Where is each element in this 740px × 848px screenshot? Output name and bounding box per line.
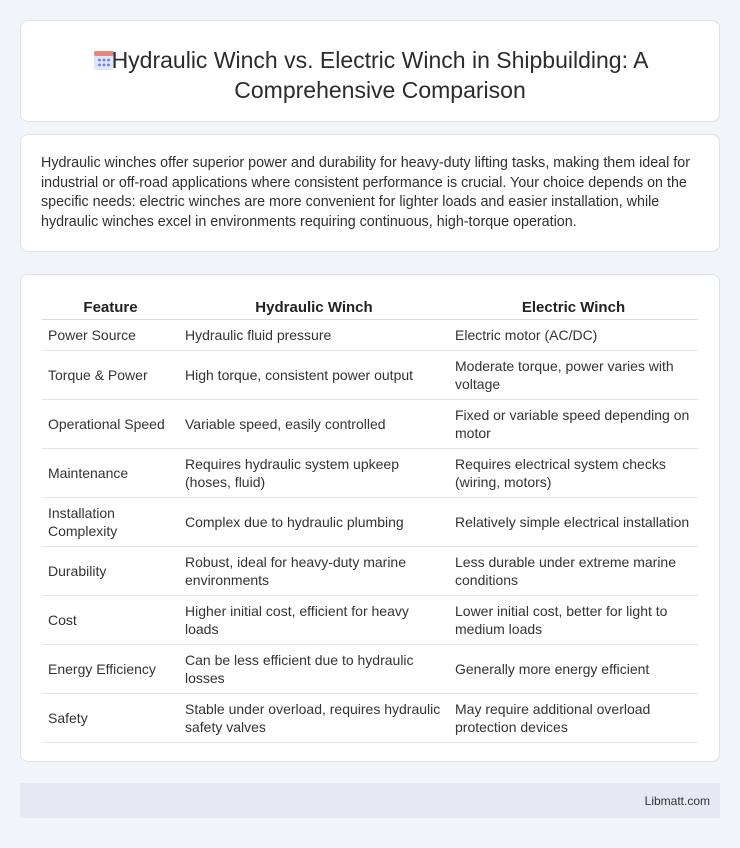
footer-brand-link[interactable]: Libmatt.com: [644, 794, 710, 808]
electric-cell: Requires electrical system checks (wiring, motors): [449, 448, 698, 497]
electric-cell: Moderate torque, power varies with voltage: [449, 350, 698, 399]
feature-cell: Installation Complexity: [42, 497, 179, 546]
electric-cell: May require additional overload protection devices: [449, 693, 698, 742]
comparison-table: [42, 295, 698, 743]
electric-cell: Less durable under extreme marine conditions: [449, 546, 698, 595]
electric-cell: Relatively simple electrical installation: [449, 497, 698, 546]
table-header-row: [42, 295, 698, 319]
hydraulic-cell: Hydraulic fluid pressure: [179, 319, 449, 350]
electric-cell: Generally more energy efficient: [449, 644, 698, 693]
feature-cell: Operational Speed: [42, 399, 179, 448]
feature-cell: Energy Efficiency: [42, 644, 179, 693]
hydraulic-cell: Requires hydraulic system upkeep (hoses, fluid): [179, 448, 449, 497]
table-row: [42, 497, 698, 546]
table-row: [42, 693, 698, 742]
hydraulic-cell: Stable under overload, requires hydraulic safety valves: [179, 693, 449, 742]
feature-cell: Cost: [42, 595, 179, 644]
hydraulic-cell: Variable speed, easily controlled: [179, 399, 449, 448]
column-header-hydraulic: Hydraulic Winch: [179, 295, 449, 319]
table-row: [42, 448, 698, 497]
feature-cell: Torque & Power: [42, 350, 179, 399]
table-row: [42, 350, 698, 399]
table-row: [42, 399, 698, 448]
feature-cell: Maintenance: [42, 448, 179, 497]
footer-bar: [20, 783, 720, 818]
summary-paragraph: Hydraulic winches offer superior power and durability for heavy-duty lifting tasks, making them ideal for industrial or off-road applications where consistent performance is crucial. Your choice depends on the specific needs: electric winches are more convenient for lighter loads and easier installation, while hydraulic winches excel in environments requiring continuous, high-torque operation.: [41, 155, 690, 230]
table-row: [42, 319, 698, 350]
hydraulic-cell: Robust, ideal for heavy-duty marine environments: [179, 546, 449, 595]
comparison-table-card: [20, 274, 720, 762]
electric-cell: Fixed or variable speed depending on motor: [449, 399, 698, 448]
hydraulic-cell: Complex due to hydraulic plumbing: [179, 497, 449, 546]
table-row: [42, 644, 698, 693]
hydraulic-cell: High torque, consistent power output: [179, 350, 449, 399]
electric-cell: Electric motor (AC/DC): [449, 319, 698, 350]
feature-cell: Durability: [42, 546, 179, 595]
hydraulic-cell: Can be less efficient due to hydraulic losses: [179, 644, 449, 693]
column-header-feature: Feature: [42, 295, 179, 319]
feature-cell: Safety: [42, 693, 179, 742]
electric-cell: Lower initial cost, better for light to medium loads: [449, 595, 698, 644]
column-header-electric: Electric Winch: [449, 295, 698, 319]
title-card: [20, 20, 720, 122]
feature-cell: Power Source: [42, 319, 179, 350]
table-row: [42, 546, 698, 595]
summary-card: [20, 134, 720, 252]
page-title: Hydraulic Winch vs. Electric Winch in Shipbuilding: A Comprehensive Comparison: [111, 47, 649, 103]
hydraulic-cell: Higher initial cost, efficient for heavy loads: [179, 595, 449, 644]
table-row: [42, 595, 698, 644]
